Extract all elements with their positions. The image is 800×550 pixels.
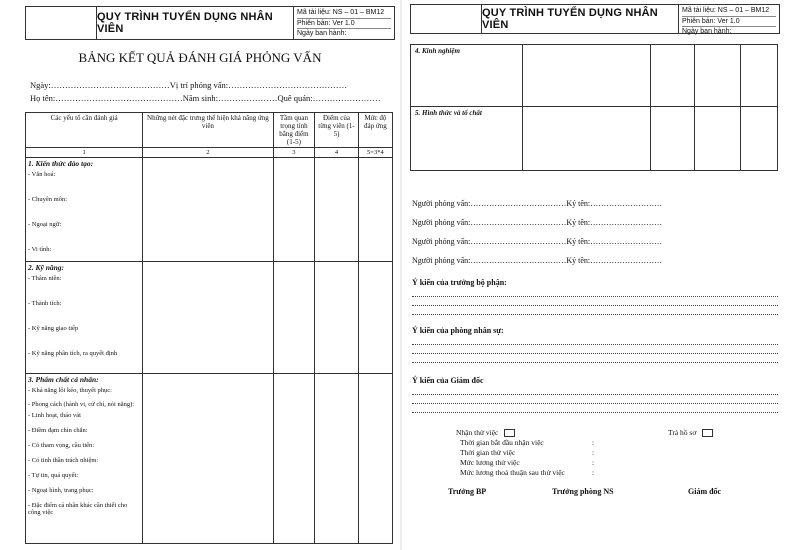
document-title: BẢNG KẾT QUẢ ĐÁNH GIÁ PHỎNG VẤN [78,50,322,65]
evaluation-table [25,112,393,544]
colon-text: : [592,458,595,467]
probation-option[interactable] [456,428,515,437]
input-cell[interactable] [273,158,315,262]
probation-label: Nhận thử việc [456,428,499,437]
list-item: - Chuyên môn: [28,196,67,203]
doc-issue-date: Ngày ban hành: [682,28,732,35]
opinion-dept-line[interactable] [412,296,778,297]
doc-issue-date: Ngày ban hành: [297,30,347,37]
col-header-fit: Mức độ đáp ứng [358,113,392,148]
doc-version: Phiên bản: Ver 1.0 [682,17,776,28]
interviewer-sign-line[interactable]: Người phỏng vấn:………………………………Ký tên:……………………… [412,199,663,208]
interviewer-sign-line[interactable]: Người phỏng vấn:………………………………Ký tên:……………………… [412,237,663,246]
input-cell[interactable] [315,374,359,544]
list-item: - Thâm niên: [28,275,62,282]
table-row [411,107,778,171]
opinion-director-line[interactable] [412,394,778,395]
signature-head-dept: Trưởng BP [448,487,487,496]
section-personal-qualities [26,374,143,544]
opinion-hr-title: Ý kiến của phòng nhân sự: [412,326,504,335]
doc-code: Mã tài liệu: NS – 01 – BM12 [682,6,776,17]
list-item: - Ngoại hình, trang phục: [28,487,94,494]
return-file-option[interactable] [668,428,713,437]
col-header-factors: Các yếu tố cần đánh giá [26,113,143,148]
input-cell[interactable] [143,374,273,544]
document-header [25,6,395,40]
input-cell[interactable] [358,262,392,374]
header-title: QUY TRÌNH TUYỂN DỤNG NHÂN VIÊN [97,7,294,39]
input-cell[interactable] [315,262,359,374]
signature-director: Giám đốc [688,487,722,496]
list-item: - Kỹ năng giao tiếp [28,325,79,332]
input-cell[interactable] [273,262,315,374]
opinion-hr-line[interactable] [412,353,778,354]
header-meta [294,7,394,39]
list-item: - Đặc điểm cá nhân khác cần thiết cho công việc [28,502,128,516]
interviewer-sign-line[interactable]: Người phỏng vấn:………………………………Ký tên:……………………… [412,256,663,265]
table-row [411,45,778,107]
input-cell[interactable] [143,262,273,374]
table-row [26,262,393,374]
input-cell[interactable] [315,158,359,262]
list-item: - Có tinh thần trách nhiệm: [28,457,99,464]
input-cell[interactable] [650,45,694,107]
section-skills [26,262,143,374]
colon-text: : [592,438,595,447]
opinion-hr-line[interactable] [412,362,778,363]
input-cell[interactable] [650,107,694,171]
colon-text: : [592,468,595,477]
opinion-dept-line[interactable] [412,314,778,315]
input-cell[interactable] [273,374,315,544]
doc-code: Mã tài liệu: NS – 01 – BM12 [297,8,391,19]
input-cell[interactable] [741,45,778,107]
section-experience [411,45,523,107]
section-title: 3. Phẩm chất cá nhân: [28,375,99,384]
opinion-director-line[interactable] [412,403,778,404]
checkbox-icon[interactable] [504,429,515,437]
probation-salary-label: Mức lương thử việc [460,458,520,467]
input-cell[interactable] [143,158,273,262]
list-item: - Linh hoạt, tháo vát [28,412,81,419]
input-cell[interactable] [523,107,651,171]
col-header-score: Điểm của từng viên (1-5) [315,113,359,148]
table-row [26,158,393,262]
section-title: 5. Hình thức và tổ chất [415,109,482,117]
opinion-director-title: Ý kiến của Giám đốc [412,376,484,385]
col-number: 3 [273,148,315,158]
input-cell[interactable] [523,45,651,107]
section-title: 1. Kiến thức đào tạo: [28,159,94,168]
header-meta [679,5,779,33]
col-number: 1 [26,148,143,158]
logo-box [26,7,97,39]
list-item: - Điềm đạm chín chắn: [28,427,88,434]
list-item: - Thành tích: [28,300,62,307]
header-title: QUY TRÌNH TUYỂN DỤNG NHÂN VIÊN [482,5,679,33]
col-header-importance: Tầm quan trọng tính bằng điểm (1-5) [273,113,315,148]
return-file-label: Trả hồ sơ [668,428,697,437]
list-item: - Phong cách (hành vi, cử chỉ, nói năng): [28,401,135,408]
table-row [26,374,393,544]
list-item: - Vi tính: [28,246,52,253]
document-header [410,4,780,34]
logo-box [411,5,482,33]
date-position-line[interactable]: Ngày:……………………………………Vị trí phỏng vấn:…………………………………… [30,80,348,90]
list-item: - Có tham vọng, cầu tiến: [28,442,95,449]
doc-version: Phiên bản: Ver 1.0 [297,19,391,30]
interviewer-sign-line[interactable]: Người phỏng vấn:………………………………Ký tên:……………………… [412,218,663,227]
experience-table [410,44,778,171]
list-item: - Ngoại ngữ: [28,221,62,228]
col-number: 5=3*4 [358,148,392,158]
list-item: - Văn hoá: [28,171,56,178]
input-cell[interactable] [695,107,741,171]
input-cell[interactable] [695,45,741,107]
opinion-dept-title: Ý kiến của trưởng bộ phận: [412,278,507,287]
col-number: 2 [143,148,273,158]
evaluation-page-right [402,0,800,550]
start-date-label: Thời gian bắt đầu nhận việc [460,438,544,447]
input-cell[interactable] [358,158,392,262]
list-item: - Tự tin, quả quyết: [28,472,79,479]
name-birth-line[interactable]: Họ tên:………………………………………Năm sinh:…………………Quê quán:…………………… [30,93,381,103]
probation-time-label: Thời gian thử việc [460,448,516,457]
opinion-hr-line[interactable] [412,344,778,345]
input-cell[interactable] [741,107,778,171]
section-knowledge [26,158,143,262]
col-header-traits: Những nét đặc trưng thể hiện khả năng ứng viên [143,113,273,148]
opinion-director-line[interactable] [412,412,778,413]
opinion-dept-line[interactable] [412,305,778,306]
checkbox-icon[interactable] [702,429,713,437]
col-number: 4 [315,148,359,158]
input-cell[interactable] [358,374,392,544]
section-appearance [411,107,523,171]
official-salary-label: Mức lương thoả thuận sau thử việc [460,468,565,477]
signature-head-hr: Trưởng phòng NS [552,487,614,496]
section-title: 4. Kinh nghiệm [415,47,460,55]
section-title: 2. Kỹ năng: [28,263,65,272]
colon-text: : [592,448,595,457]
list-item: - Khả năng lôi kéo, thuyết phục: [28,387,112,394]
list-item: - Kỹ năng phân tích, ra quyết định [28,350,118,357]
